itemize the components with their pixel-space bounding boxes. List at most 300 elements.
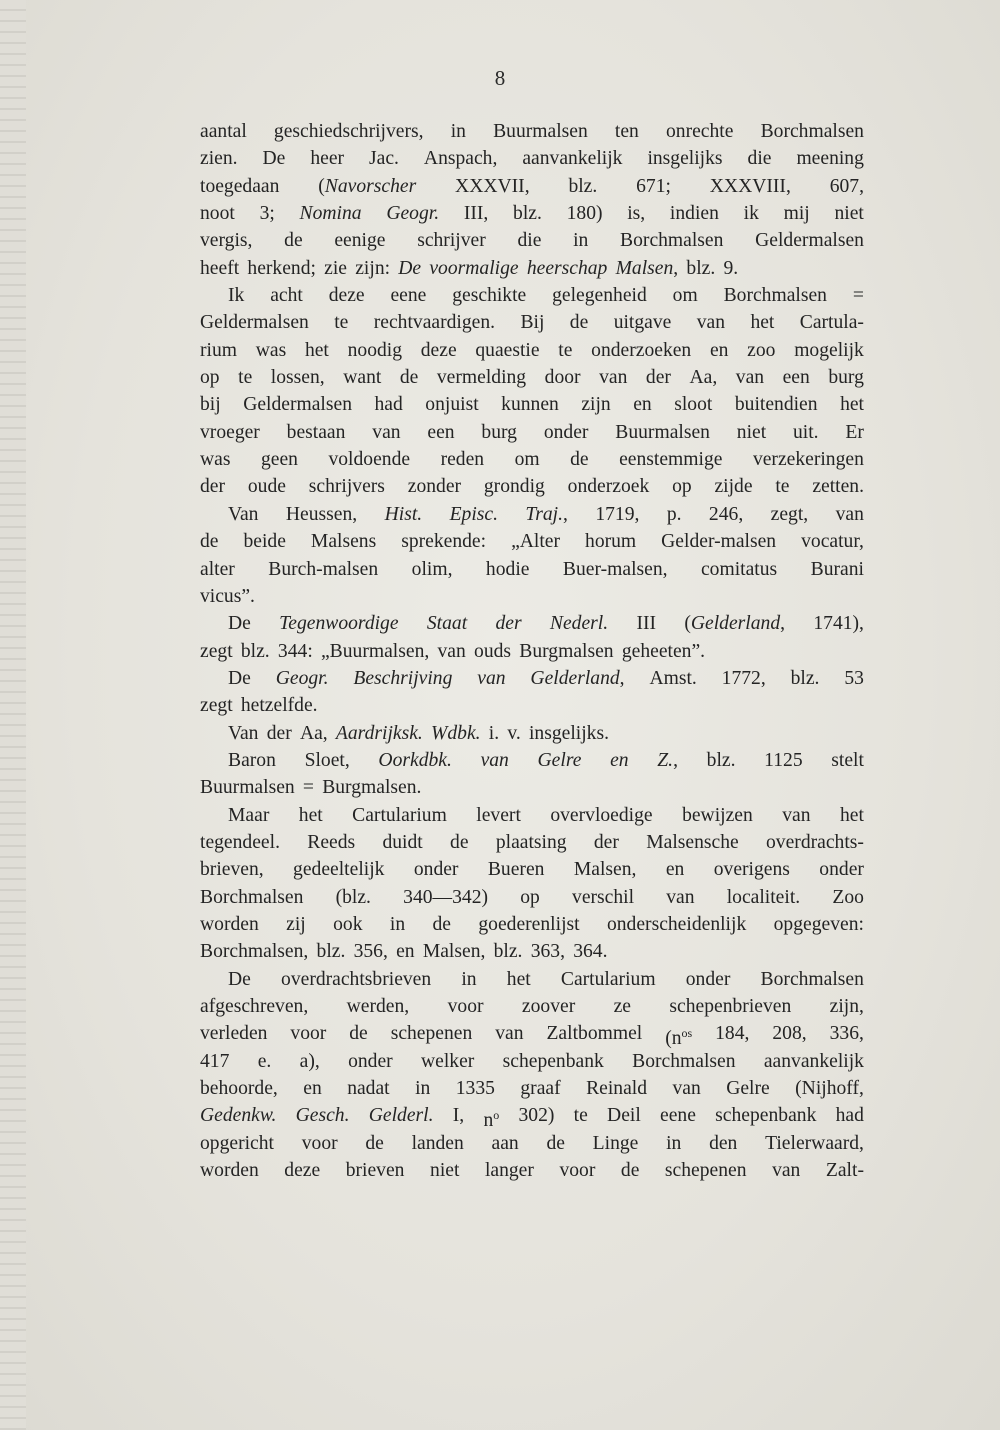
word: 671; <box>636 175 671 197</box>
word: ook <box>333 913 363 935</box>
word: ik <box>743 203 759 225</box>
word: schepenbank <box>502 1050 604 1072</box>
word: blz. <box>316 941 346 963</box>
text-line <box>200 747 864 774</box>
word: vocatur, <box>801 531 864 553</box>
text-line <box>200 1157 864 1184</box>
word: XXXVIII, <box>709 175 791 197</box>
word: 1125 <box>764 749 803 771</box>
word: onderscheidenlijk <box>606 913 747 935</box>
word: vergis, <box>200 230 253 252</box>
text-line <box>200 1020 864 1050</box>
word: brieven <box>345 1160 405 1182</box>
word: afgeschreven, <box>200 996 309 1017</box>
word: behoorde, <box>200 1078 278 1100</box>
word: 3; <box>259 203 275 225</box>
word: 1719, <box>595 503 640 525</box>
word: olim, <box>411 558 453 580</box>
word: blz. <box>568 175 598 197</box>
word: Borchmalsen <box>723 285 827 307</box>
word: het <box>506 968 531 990</box>
word: XXXVII, <box>455 175 530 197</box>
text-line <box>200 583 864 610</box>
word: Nomina <box>299 203 362 225</box>
word: „Alter <box>511 531 561 553</box>
word: bewijzen <box>682 804 753 826</box>
word: Van <box>228 722 259 744</box>
word <box>657 747 678 774</box>
word: Malsen, <box>573 859 637 881</box>
word: eene <box>660 1105 696 1127</box>
word: verschil <box>572 886 635 908</box>
text-line <box>200 200 864 227</box>
word: welker <box>421 1050 475 1072</box>
word: die <box>747 148 772 170</box>
word: overigens <box>713 859 790 881</box>
word: heer <box>310 148 345 170</box>
word: 208, <box>772 1023 807 1045</box>
word: Er <box>845 421 864 443</box>
word-part: Traj. <box>525 503 563 525</box>
word: schepenen <box>390 1023 473 1045</box>
word: 1335 <box>455 1078 495 1100</box>
word: de <box>284 230 303 252</box>
word: III, <box>463 203 489 225</box>
word: plaatsing <box>495 831 567 853</box>
word: schrijver <box>417 230 486 252</box>
word: Buurmalsen <box>200 777 295 799</box>
word: zoover <box>521 996 576 1017</box>
word: De <box>228 968 251 990</box>
word: rechtvaardigen. <box>373 312 496 334</box>
word: Beschrijving <box>353 667 453 689</box>
word: van <box>495 1023 524 1045</box>
word: want <box>343 367 382 389</box>
word: geen <box>260 449 298 471</box>
word: voormalige <box>429 257 519 279</box>
word <box>684 610 785 637</box>
word: Deil <box>607 1105 641 1127</box>
word: ouds <box>474 640 512 662</box>
word: comitatus <box>700 558 778 580</box>
text-line <box>200 501 864 528</box>
word: en <box>709 339 729 361</box>
text-line <box>200 1102 864 1132</box>
word: Borchmalsen <box>632 1050 736 1072</box>
word: mogelijk <box>794 339 864 361</box>
word: Zoo <box>832 886 864 908</box>
word: en <box>633 394 652 416</box>
word: van <box>372 421 401 443</box>
word: 336, <box>829 1023 864 1045</box>
word: insgelijks. <box>528 722 609 744</box>
word: Reinald <box>586 1078 648 1100</box>
word: brieven, <box>200 859 264 881</box>
word-part: , <box>563 503 568 525</box>
word: onder <box>685 968 731 990</box>
word: uitgave <box>613 312 672 334</box>
page-number: 8 <box>494 66 506 90</box>
word: onderzoek <box>567 476 650 498</box>
word: herkend; <box>247 257 316 279</box>
word: onder <box>819 859 864 881</box>
text-line <box>200 391 864 418</box>
word: van <box>735 367 765 389</box>
word: Staat <box>426 613 468 635</box>
word: Gelder-malsen <box>661 531 777 553</box>
word-part: , <box>673 257 679 279</box>
word: voor <box>447 996 484 1017</box>
word: Cartularium <box>560 968 656 990</box>
word: zijn, <box>829 996 864 1017</box>
word: der <box>200 476 226 498</box>
word: het <box>750 312 775 334</box>
word: 180) <box>566 203 603 225</box>
word: van <box>480 749 509 771</box>
word: op <box>520 886 540 908</box>
word: Maar <box>228 804 270 826</box>
word: Aardrijksk. <box>335 722 423 744</box>
word: p. <box>666 503 682 525</box>
word: deze <box>284 1160 321 1182</box>
word: onjuist <box>425 394 479 416</box>
word: in <box>461 968 477 990</box>
word: zonder <box>407 476 462 498</box>
word: vroeger <box>200 421 260 443</box>
word: stelt <box>831 749 864 771</box>
word: de <box>399 367 419 389</box>
word: acht <box>270 285 303 307</box>
word: tegendeel. <box>200 831 280 853</box>
word: zoo <box>747 339 776 361</box>
word: schepenbank <box>715 1105 817 1127</box>
word: van <box>666 886 695 908</box>
word: localiteit. <box>726 886 801 908</box>
word: in <box>389 913 406 935</box>
word: had <box>835 1105 864 1127</box>
word: van <box>437 640 466 662</box>
word: burg <box>481 421 517 443</box>
word: te <box>775 476 790 498</box>
word-part: Gelderland <box>690 613 781 635</box>
word: van <box>772 1160 801 1182</box>
word <box>530 665 624 692</box>
word: 417 <box>200 1050 230 1072</box>
word: bestaan <box>286 421 346 443</box>
text-line <box>200 145 864 172</box>
word: had <box>374 394 403 416</box>
word: van <box>782 804 811 826</box>
word: 302) <box>518 1105 555 1127</box>
word: Gelre <box>726 1078 770 1100</box>
word: 184, <box>715 1023 750 1045</box>
word-part: Navorscher <box>324 175 417 197</box>
text-line <box>200 802 864 829</box>
text-line <box>200 227 864 254</box>
word: opgericht <box>200 1132 274 1154</box>
word: insgelijks <box>647 148 723 170</box>
word: in <box>415 1078 431 1100</box>
word: Borchmalsen, <box>200 941 309 963</box>
word: zegt <box>200 695 233 717</box>
word: overvloedige <box>550 804 653 826</box>
word: burg <box>828 367 864 389</box>
word: onder <box>543 421 589 443</box>
text-line <box>200 364 864 391</box>
word: Borchmalsen <box>620 230 724 252</box>
word: te <box>334 312 349 334</box>
word: hetzelfde. <box>240 695 318 717</box>
word: 364. <box>573 941 608 963</box>
word <box>665 1020 693 1050</box>
word: de <box>432 913 451 935</box>
word: blz. <box>686 257 716 279</box>
text-line <box>200 692 864 719</box>
word: der <box>593 831 619 853</box>
word: geschiedschrijvers, <box>273 121 424 142</box>
word: v. <box>507 722 521 744</box>
word-part: Gelderland <box>530 667 620 689</box>
word: aanvankelijk <box>763 1050 864 1072</box>
word: de <box>450 831 469 853</box>
word: zie <box>324 257 348 279</box>
word: om <box>514 449 540 471</box>
word: Geogr. <box>386 203 440 225</box>
word: een <box>427 421 455 443</box>
word: blz. <box>706 749 736 771</box>
text-line <box>200 774 864 801</box>
text-line <box>200 966 864 993</box>
word: den <box>709 1132 738 1154</box>
word: Episc. <box>449 503 498 525</box>
word: te <box>558 339 573 361</box>
word: kunnen <box>501 394 559 416</box>
word: sprekende: <box>401 531 487 553</box>
word: het <box>839 804 864 826</box>
word: in <box>573 230 589 252</box>
text-line <box>200 255 864 282</box>
word: Burani <box>810 558 864 580</box>
text-line <box>200 1048 864 1075</box>
word: langer <box>484 1160 534 1182</box>
word: van <box>477 667 506 689</box>
text-line <box>200 173 864 200</box>
word: om <box>672 285 698 307</box>
word: quaestie <box>475 339 540 361</box>
word: der <box>266 722 292 744</box>
word: Oorkdbk. <box>378 749 452 771</box>
word: grondig <box>483 476 545 498</box>
word: op <box>672 476 692 498</box>
word: die <box>517 230 542 252</box>
word: zijde <box>714 476 753 498</box>
word: 340—342) <box>403 886 489 908</box>
word: Burgmalsen. <box>322 777 422 799</box>
word-part: o <box>493 1108 500 1123</box>
word: mij <box>783 203 810 225</box>
word: aan <box>491 1132 519 1154</box>
word: vicus”. <box>200 585 255 607</box>
word: onderzoeken <box>591 339 692 361</box>
word: werden, <box>346 996 410 1017</box>
word: III <box>636 613 657 635</box>
text-line <box>200 1130 864 1157</box>
word-part: Z. <box>657 749 674 771</box>
word: schepenen <box>664 1160 747 1182</box>
word: duidt <box>382 831 423 853</box>
word: Aa, <box>299 722 328 744</box>
word: te <box>238 367 253 389</box>
word: ze <box>613 996 632 1017</box>
word: 246, <box>708 503 744 525</box>
word: toegedaan <box>200 175 280 197</box>
word: de <box>365 1132 384 1154</box>
word: Buurmalsen <box>493 121 588 142</box>
word: eenige <box>334 230 386 252</box>
word: 356, <box>353 941 388 963</box>
text-line <box>200 446 864 473</box>
word-part: (n <box>665 1028 682 1050</box>
word: buitendien <box>734 394 818 416</box>
word: de <box>546 1132 565 1154</box>
word: in <box>450 121 466 142</box>
text-line <box>200 473 864 500</box>
word: geschikte <box>452 285 527 307</box>
text-line <box>200 309 864 336</box>
word-part: , <box>673 749 678 771</box>
word: Aa, <box>689 367 718 389</box>
word: op <box>200 367 220 389</box>
word: Hist. <box>384 503 423 525</box>
word: voor <box>301 1132 338 1154</box>
word-part: , <box>780 613 786 635</box>
word: zijn <box>581 394 611 416</box>
word: Tielerwaard, <box>765 1132 864 1154</box>
text-line <box>200 829 864 856</box>
word: worden <box>200 1160 259 1182</box>
word: (Nijhoff, <box>795 1078 864 1100</box>
word <box>616 255 679 282</box>
text-line <box>200 665 864 692</box>
word: Cartularium <box>352 804 447 826</box>
word: Buurmalsen <box>615 421 710 443</box>
word: zetten. <box>812 476 864 498</box>
word: noodig <box>347 339 403 361</box>
word: Baron <box>228 749 276 771</box>
word: = <box>302 777 314 799</box>
word: 363, <box>530 941 565 963</box>
word: zegt <box>200 640 233 662</box>
word: Malsens <box>310 531 377 553</box>
word: Zalt- <box>825 1160 864 1182</box>
word: Burgmalsen <box>519 640 614 662</box>
word: rium <box>200 339 238 361</box>
text-line <box>200 337 864 364</box>
word: schepenbrieven <box>669 996 792 1017</box>
word: noot <box>200 203 235 225</box>
word-part: n <box>483 1110 494 1132</box>
word: I, <box>452 1105 465 1127</box>
word: vermelding <box>436 367 527 389</box>
word: = <box>852 285 864 307</box>
word: de <box>570 449 589 471</box>
word: der <box>495 613 522 635</box>
word: i. <box>488 722 500 744</box>
body-text <box>200 118 864 1184</box>
word: Borchmalsen <box>760 968 864 990</box>
word: eene <box>390 285 427 307</box>
word: onder <box>413 859 459 881</box>
word: in <box>666 1132 682 1154</box>
word-part: os <box>681 1026 693 1041</box>
text-line <box>200 528 864 555</box>
word: Zaltbommel <box>546 1023 643 1045</box>
word: Ik <box>228 285 245 307</box>
word: en <box>610 749 629 771</box>
word: a), <box>299 1050 320 1072</box>
word: 1741), <box>813 613 864 635</box>
word: en <box>396 941 415 963</box>
word: Bueren <box>487 859 545 881</box>
word: deze <box>328 285 365 307</box>
word: zegt, <box>770 503 809 525</box>
word: zij <box>286 913 306 935</box>
word: zien. <box>200 148 238 170</box>
word: was <box>200 449 231 471</box>
word: 53 <box>844 667 864 689</box>
word: indien <box>669 203 719 225</box>
word: een <box>782 367 810 389</box>
word: ten <box>614 121 639 142</box>
word: beide <box>243 531 286 553</box>
word: nadat <box>347 1078 390 1100</box>
word: Borchmalsen <box>200 886 304 908</box>
text-line <box>200 938 864 965</box>
word-part: ( <box>684 613 691 635</box>
word: De <box>262 148 286 170</box>
word: en <box>303 1078 322 1100</box>
word: blz. <box>493 941 523 963</box>
word: deze <box>420 339 457 361</box>
word: niet <box>736 421 767 443</box>
text-line <box>200 856 864 883</box>
text-line <box>200 419 864 446</box>
word: levert <box>476 804 521 826</box>
word: Burch-malsen <box>268 558 379 580</box>
word: verzekeringen <box>752 449 864 471</box>
word: graaf <box>520 1078 561 1100</box>
text-line <box>200 1075 864 1102</box>
word: voldoende <box>328 449 411 471</box>
word: verleden <box>200 1023 268 1045</box>
word <box>318 173 416 200</box>
text-line <box>200 556 864 583</box>
word: niet <box>430 1160 460 1182</box>
word: aanvankelijk <box>522 148 623 170</box>
word: overdrachts- <box>766 831 864 853</box>
word: te <box>573 1105 588 1127</box>
word: Cartula- <box>799 312 864 334</box>
word: 9. <box>723 257 739 279</box>
word: onrechte <box>665 121 734 142</box>
word: Gesch. <box>295 1105 350 1127</box>
word: bij <box>200 394 221 416</box>
text-line <box>200 884 864 911</box>
word: Gelre <box>537 749 582 771</box>
word: het <box>840 394 864 416</box>
word: van <box>672 1078 701 1100</box>
word: hodie <box>485 558 530 580</box>
